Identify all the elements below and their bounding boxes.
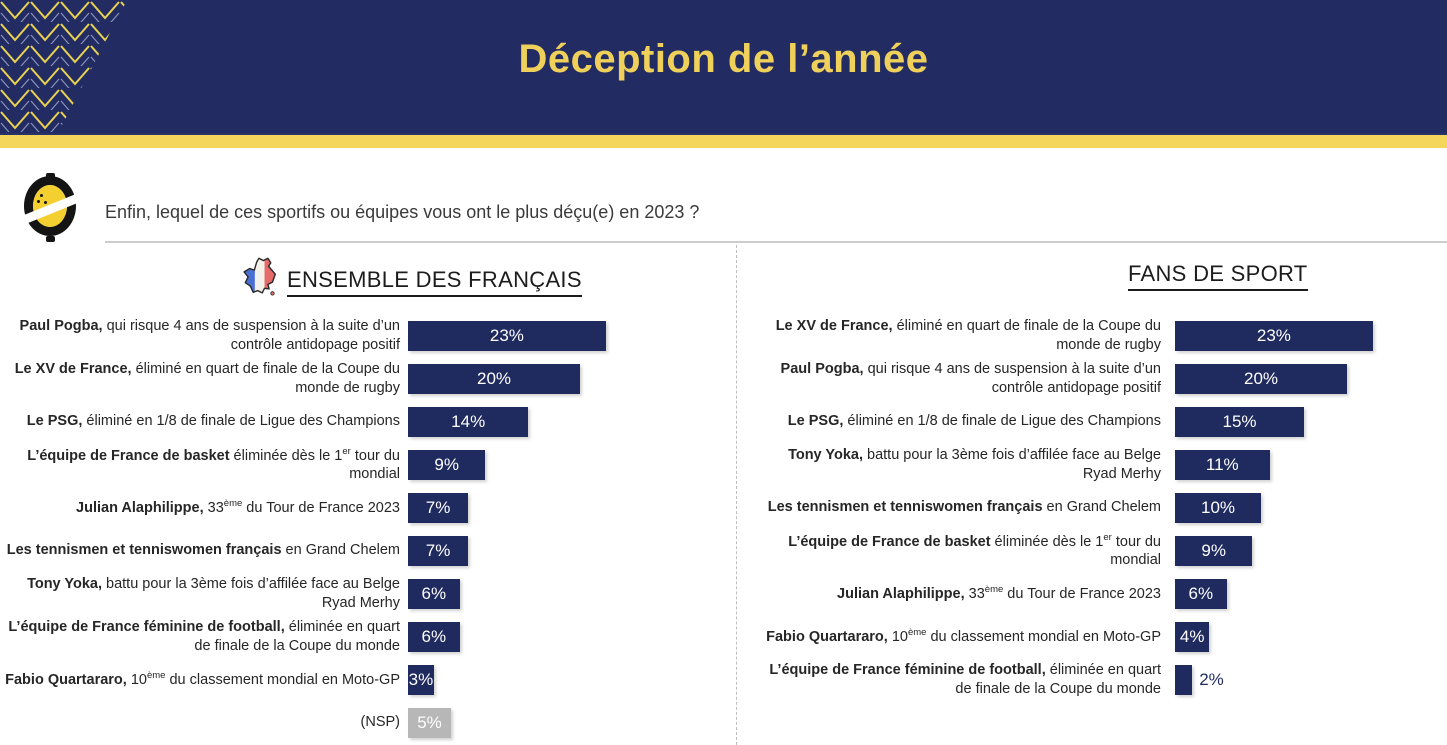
bar-value: 9% xyxy=(1201,540,1226,560)
category-label: Le XV de France, éliminé en quart de finale de la Coupe du monde de rugby xyxy=(775,318,1161,353)
bar-value: 15% xyxy=(1222,411,1257,431)
category-label: Fabio Quartararo, 10ème du classement mondial en Moto-GP xyxy=(766,627,1161,645)
header-band xyxy=(0,0,1447,133)
chart-row xyxy=(0,572,736,615)
bar xyxy=(1175,579,1227,609)
category-label: Le PSG, éliminé en 1/8 de finale de Ligue des Champions xyxy=(787,413,1161,430)
france-map-flag-icon xyxy=(243,257,277,297)
chart-row xyxy=(0,529,736,572)
bar-value: 7% xyxy=(425,540,451,560)
chart-row xyxy=(0,400,736,443)
category-label: Tony Yoka, battu pour la 3ème fois d’affilée face au Belge Ryad Merhy xyxy=(27,576,400,611)
bar xyxy=(1175,493,1261,523)
horizontal-rule xyxy=(105,241,1447,243)
chart-ensemble-des-francais xyxy=(0,314,736,744)
chart-row xyxy=(0,357,736,400)
bar-value: 5% xyxy=(417,712,442,732)
bar-value: 7% xyxy=(425,497,451,517)
category-label: L’équipe de France de basket éliminée dès le 1er tour du mondial xyxy=(788,531,1161,568)
category-label: L’équipe de France féminine de football, éliminée en quart de finale de la Coupe du monde xyxy=(8,619,400,654)
chart-row xyxy=(736,486,1447,529)
bar xyxy=(408,622,460,652)
bar xyxy=(1175,364,1347,394)
bar xyxy=(1175,321,1373,351)
category-label: L’équipe de France de basket éliminée dès le 1er tour du mondial xyxy=(27,445,400,482)
chart-row xyxy=(736,400,1447,443)
bar xyxy=(408,579,460,609)
bar-value: 2% xyxy=(1199,669,1224,689)
category-label: L’équipe de France féminine de football, éliminée en quart de finale de la Coupe du monde xyxy=(769,662,1161,697)
sports-ball-logo-icon xyxy=(22,176,80,240)
bar-value: 3% xyxy=(408,669,434,689)
bar-value: 9% xyxy=(434,454,459,474)
page-title: Déception de l’année xyxy=(518,36,929,81)
chart-fans-de-sport xyxy=(736,314,1447,701)
chart-row xyxy=(0,443,736,486)
category-label: Les tennismen et tenniswomen français en Grand Chelem xyxy=(6,542,400,559)
question-text: Enfin, lequel de ces sportifs ou équipes vous ont le plus déçu(e) en 2023 ? xyxy=(105,202,700,222)
chart-row xyxy=(736,572,1447,615)
bar-value: 23% xyxy=(489,325,524,345)
bar xyxy=(408,407,528,437)
bar-value: 4% xyxy=(1179,626,1205,646)
bar xyxy=(408,708,451,738)
category-label: Fabio Quartararo, 10ème du classement mondial en Moto-GP xyxy=(5,670,400,688)
bar xyxy=(408,493,468,523)
bar-value: 10% xyxy=(1200,497,1236,517)
category-label: Julian Alaphilippe, 33ème du Tour de France 2023 xyxy=(76,498,400,516)
chart-row xyxy=(736,443,1447,486)
chart-title-fans: FANS DE SPORT xyxy=(1128,261,1308,291)
chart-row xyxy=(0,658,736,701)
chart-row xyxy=(736,615,1447,658)
bar xyxy=(408,450,485,480)
bar-value: 23% xyxy=(1256,325,1291,345)
bar xyxy=(408,364,580,394)
chart-row xyxy=(736,529,1447,572)
category-label: Julian Alaphilippe, 33ème du Tour de France 2023 xyxy=(837,584,1161,602)
bar xyxy=(1175,622,1209,652)
bar-value: 6% xyxy=(1188,583,1214,603)
category-label: Paul Pogba, qui risque 4 ans de suspension à la suite d’un contrôle antidopage positif xyxy=(19,318,400,353)
bar xyxy=(1175,450,1270,480)
category-label: Les tennismen et tenniswomen français en Grand Chelem xyxy=(767,499,1161,516)
chart-row xyxy=(0,314,736,357)
bar-value: 6% xyxy=(421,583,447,603)
bar-value: 20% xyxy=(476,368,512,388)
bar xyxy=(408,321,606,351)
category-label: Le PSG, éliminé en 1/8 de finale de Ligue des Champions xyxy=(26,413,400,430)
bar xyxy=(1175,665,1192,695)
bar-value: 20% xyxy=(1243,368,1279,388)
chart-row xyxy=(736,658,1447,701)
chart-row xyxy=(0,615,736,658)
chart-row xyxy=(736,314,1447,357)
chart-row xyxy=(736,357,1447,400)
chart-row xyxy=(0,486,736,529)
chart-title-ensemble: ENSEMBLE DES FRANÇAIS xyxy=(287,267,582,297)
bar xyxy=(1175,407,1304,437)
chart-header-ensemble xyxy=(243,257,582,297)
bar xyxy=(408,665,434,695)
category-label: Tony Yoka, battu pour la 3ème fois d’affilée face au Belge Ryad Merhy xyxy=(788,447,1161,482)
bar-value: 14% xyxy=(451,411,486,431)
chart-row xyxy=(0,701,736,744)
bar xyxy=(1175,536,1252,566)
category-label: Le XV de France, éliminé en quart de finale de la Coupe du monde de rugby xyxy=(14,361,400,396)
category-label: (NSP) xyxy=(360,714,400,731)
category-label: Paul Pogba, qui risque 4 ans de suspension à la suite d’un contrôle antidopage positif xyxy=(780,361,1161,396)
bar-value: 11% xyxy=(1205,454,1239,474)
bar-value: 6% xyxy=(421,626,447,646)
accent-stripe xyxy=(0,133,1447,148)
bar xyxy=(408,536,468,566)
chart-header-fans xyxy=(1128,261,1308,291)
